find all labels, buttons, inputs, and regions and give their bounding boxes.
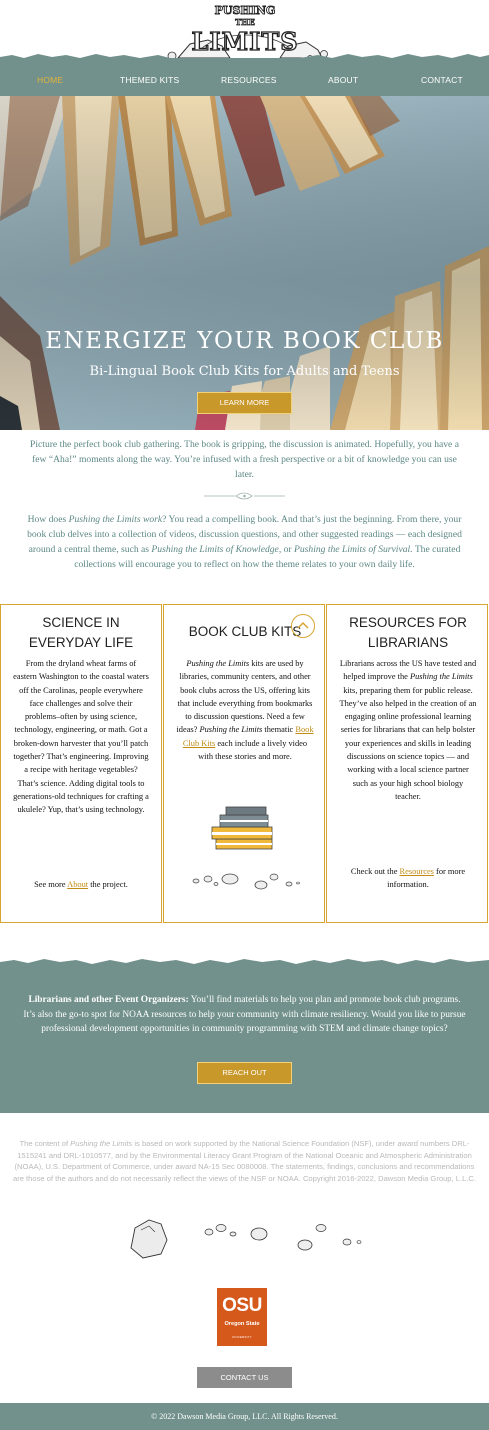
osu-logo-name: Oregon State [224,1321,260,1327]
card-librarians-body [339,657,477,803]
nav-about[interactable]: ABOUT [328,75,359,85]
card-kits-text-1: kits are used by libraries, community centers, and other book clubs across the US, offering kits that include everything from bookmarks to discussion questions. Need a few ideas? [176,659,313,735]
card-kits-body [176,657,314,763]
card-librarians-title: RESOURCES FOR LIBRARIANS [349,615,467,650]
leaf-divider-icon [202,490,287,502]
nav-home[interactable]: HOME [37,75,64,85]
card-kits-text-3: each include a lively video with these stories and more. [198,738,308,762]
card-librarians-more [339,865,477,892]
legal-text-2: is based on work supported by the National Science Foundation (NSF), under award numbers DRL-1515241 and DRL-1010577, and by the Environmental Literacy Grant Program of the National Oceanic and Atmospheric Administration (NOAA), U.S. Department of Commerce, under award NA-15 Sec 0080008. The statements, findings, conclusions and recommendations are those of the authors and do not necessarily reflect the views of the NSF or NOAA. Copyright 2016-2022, Dawson Media Group, L.L.C. [12,1139,477,1183]
card-science-more [13,878,149,891]
intro-paragraph: Picture the perfect book club gathering. The book is gripping, the discussion is animated. Hopefully, you have a few “Aha!” moments along the way. You’re infused with a fresh perspective or a bit of knowledge you can use later. [30,439,459,480]
how-text-1: How does [27,514,69,525]
legal-em: Pushing the Limits [70,1139,133,1148]
footer-rocks-icon [125,1212,375,1262]
how-em-1: Pushing the Limits work [68,514,163,525]
card-kits-text-2: thematic [262,725,296,735]
torn-edge-top-decoration [0,958,489,966]
small-rocks-icon [186,867,306,893]
organizers-body: You’ll find materials to help you plan and promote book club programs. It’s also the go-to spot for NOAA resources to help your community with climate resiliency. Would you like to pursue professional development opportunities in community programming with STEM and climate change topics? [23,995,466,1034]
nav-themed-kits[interactable]: THEMED KITS [120,75,180,85]
book-stack-icon [208,805,280,855]
contact-us-button[interactable]: CONTACT US [197,1367,292,1388]
book-club-kits-link[interactable]: Book Club Kits [182,725,314,748]
logo-line1: PUSHING [214,4,276,17]
how-text-3: , or [278,544,294,555]
card-librarians-text-2: kits, preparing them for public release. They’ve also helped in the creation of an engaging online professional learning series for librarians that can help bolster your experiences and skills in leading discussions on science topics — and working with a local science partner such as your high school biology teacher. [339,685,477,801]
legal-text-1: The content of [19,1139,71,1148]
osu-logo-sub: UNIVERSITY [232,1335,252,1339]
card-resources-for-librarians [326,604,488,923]
organizers-band [0,965,489,1113]
resources-link[interactable]: Resources [399,867,434,876]
card-librarians-more-tail: for more information. [387,867,466,890]
card-librarians-em-1: Pushing the Limits [409,672,473,682]
about-link[interactable]: About [67,880,89,889]
card-kits-em-1: Pushing the Limits [186,659,250,668]
hero-banner [0,96,489,430]
nav-resources[interactable]: RESOURCES [221,75,277,85]
reach-out-button[interactable]: REACH OUT [197,1062,292,1084]
main-nav [0,58,489,96]
card-science-title: SCIENCE IN EVERYDAY LIFE [28,615,134,650]
scroll-top-button[interactable] [291,614,315,638]
learn-more-button[interactable]: LEARN MORE [197,392,292,414]
how-em-2: Pushing the Limits of Knowledge [151,544,279,555]
nav-contact[interactable]: CONTACT [421,75,463,85]
how-em-3: Pushing the Limits of Survival. [294,544,413,555]
card-kits-em-2: Pushing the Limits [199,725,263,735]
organizers-text [22,993,467,1037]
logo-line3: LIMITS [191,27,299,56]
how-it-works-paragraph [20,512,469,572]
card-librarians-text-1: Librarians across the US have tested and helped improve the [339,659,477,682]
card-science-more-text: See more [34,880,68,889]
card-book-club-kits [163,604,325,923]
hero-books-image [0,96,489,430]
osu-logo-text: OSU [222,1295,262,1316]
chevron-up-icon [292,615,314,637]
card-librarians-more-text: Check out the [350,867,400,876]
organizers-bold: Librarians and other Event Organizers: [28,995,189,1005]
card-science-body: From the dryland wheat farms of eastern Washington to the coastal waters off the Carolinas, people everywhere face challenges and solve their problems–often by using science, technology, engineering, or math. Got a broken-down harvester that you’ll patch together? That’s engineering. Improving a recipe with heritage vegetables? That’s science. Adding digital tools to generations-old techniques for crafting a ukulele? Yup, that’s using technology. [13,659,149,815]
funding-disclaimer [12,1138,477,1184]
hero-title: ENERGIZE YOUR BOOK CLUB [45,328,444,354]
card-science-in-everyday-life [0,604,162,923]
torn-edge-bottom-decoration [0,1106,489,1114]
card-science-more-tail: the project. [88,880,128,889]
how-text-2: ? You read a compelling book. And that’s just the beginning. From there, your book club delves into a collection of videos, discussion questions, and other suggested readings — each designed around a central theme, such as [27,514,462,555]
copyright-bar: © 2022 Dawson Media Group, LLC. All Rights Reserved. [0,1403,489,1430]
logo-line2: THE [235,17,255,27]
torn-edge-decoration [0,52,489,62]
card-kits-title: BOOK CLUB KITS [188,624,302,639]
how-text-4: The curated collections will encourage you to reflect on how the theme relates to your own daily life. [74,544,461,570]
hero-subtitle: Bi-Lingual Book Club Kits for Adults and Teens [89,364,400,379]
oregon-state-logo[interactable] [217,1288,267,1346]
